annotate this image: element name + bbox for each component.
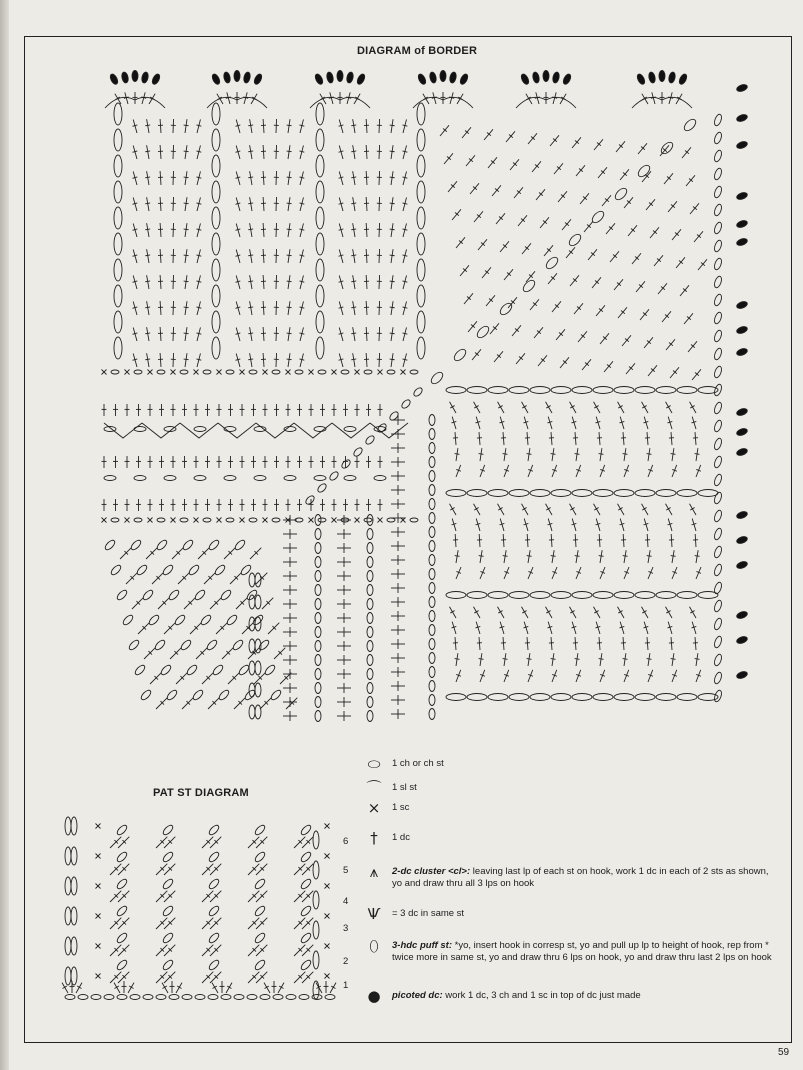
picot-dot (736, 140, 748, 149)
picot-dot (459, 73, 469, 86)
legend-text (392, 940, 780, 964)
picot-dot (736, 237, 748, 246)
picot-dot (736, 535, 748, 544)
legend-text: 1 ch or ch st (392, 758, 444, 769)
picot-dot (736, 113, 748, 122)
picot-dot (736, 670, 748, 679)
cluster-icon: ⩚ (369, 863, 379, 881)
legend-text: 1 sc (392, 802, 410, 813)
row-number-2: 2 (343, 956, 349, 967)
picot-dot (121, 71, 129, 83)
picot-dot (141, 71, 149, 83)
picot-dot (736, 300, 748, 309)
double-crochet-icon: † (370, 829, 378, 847)
picot-dot (151, 73, 161, 86)
picot-dot (234, 71, 240, 82)
picot-dot (562, 73, 572, 86)
picot-dot (736, 610, 748, 619)
legend-text (392, 866, 780, 890)
picot-dot (243, 71, 251, 83)
puff-stitch-icon: ⬯ (369, 937, 379, 955)
border-diagram-title: DIAGRAM of BORDER (357, 45, 478, 57)
pat-st-diagram-title: PAT ST DIAGRAM (153, 787, 249, 799)
picot-dot (132, 71, 138, 82)
legend-term: 3-hdc puff st: (392, 940, 452, 951)
picot-dot (736, 447, 748, 456)
picot-dot (346, 71, 354, 83)
three-dc-icon: Ѱ (367, 905, 381, 923)
picot-dot (440, 71, 446, 82)
picot-dot (736, 560, 748, 569)
picot-dot (736, 407, 748, 416)
legend-term: 2-dc cluster <cl>: (392, 866, 471, 877)
picot-dot (736, 347, 748, 356)
picot-dot (736, 427, 748, 436)
picot-dot (648, 71, 656, 83)
single-crochet-icon: × (367, 799, 381, 817)
picot-dot (636, 73, 646, 86)
legend-desc: *yo, insert hook in corresp st, yo and pull up lp to height of hook, rep from * twice more in same st, yo and draw thru 6 lps on hook, yo and draw thru last 2 lps on hook (392, 940, 772, 963)
picot-dot (211, 73, 221, 86)
picot-dot (552, 71, 560, 83)
picot-dot (668, 71, 676, 83)
legend-desc: leaving last lp of each st on hook, work 1 dc in each of 2 sts as shown, yo and draw thru all 3 lps on hook (392, 866, 769, 889)
picot-dot (337, 71, 343, 82)
picot-dot (736, 219, 748, 228)
legend-text: 1 dc (392, 832, 410, 843)
picot-dot (253, 73, 263, 86)
picot-dot (109, 73, 119, 86)
picot-dot (736, 510, 748, 519)
picot-dot (356, 73, 366, 86)
picot-dot (659, 71, 665, 82)
row-number-1: 1 (343, 980, 349, 991)
legend-text: = 3 dc in same st (392, 908, 465, 919)
picoted-dc-icon: ● (367, 987, 381, 1005)
row-number-5: 5 (343, 865, 349, 876)
picot-dot (532, 71, 540, 83)
slip-stitch-icon: ⌒ (366, 779, 382, 797)
picot-dot (314, 73, 324, 86)
picot-dot (678, 73, 688, 86)
legend-term: picoted dc: (392, 990, 443, 1001)
chain-icon: ⬭ (367, 755, 381, 773)
picot-dot (417, 73, 427, 86)
picot-dot (223, 71, 231, 83)
picot-dot (326, 71, 334, 83)
legend-text (392, 990, 780, 1002)
page-number: 59 (778, 1047, 790, 1058)
stitch-symbols (62, 71, 748, 1005)
picot-dot (736, 325, 748, 334)
row-number-6: 6 (343, 836, 349, 847)
picot-dot (736, 191, 748, 200)
picot-dot (429, 71, 437, 83)
row-number-3: 3 (343, 923, 349, 934)
picot-dot (449, 71, 457, 83)
picot-dot (736, 635, 748, 644)
picot-dot (520, 73, 530, 86)
picot-dot (736, 83, 748, 92)
legend-text: 1 sl st (392, 782, 417, 793)
picot-dot (543, 71, 549, 82)
legend-desc: work 1 dc, 3 ch and 1 sc in top of dc just made (442, 990, 641, 1001)
row-number-4: 4 (343, 896, 349, 907)
